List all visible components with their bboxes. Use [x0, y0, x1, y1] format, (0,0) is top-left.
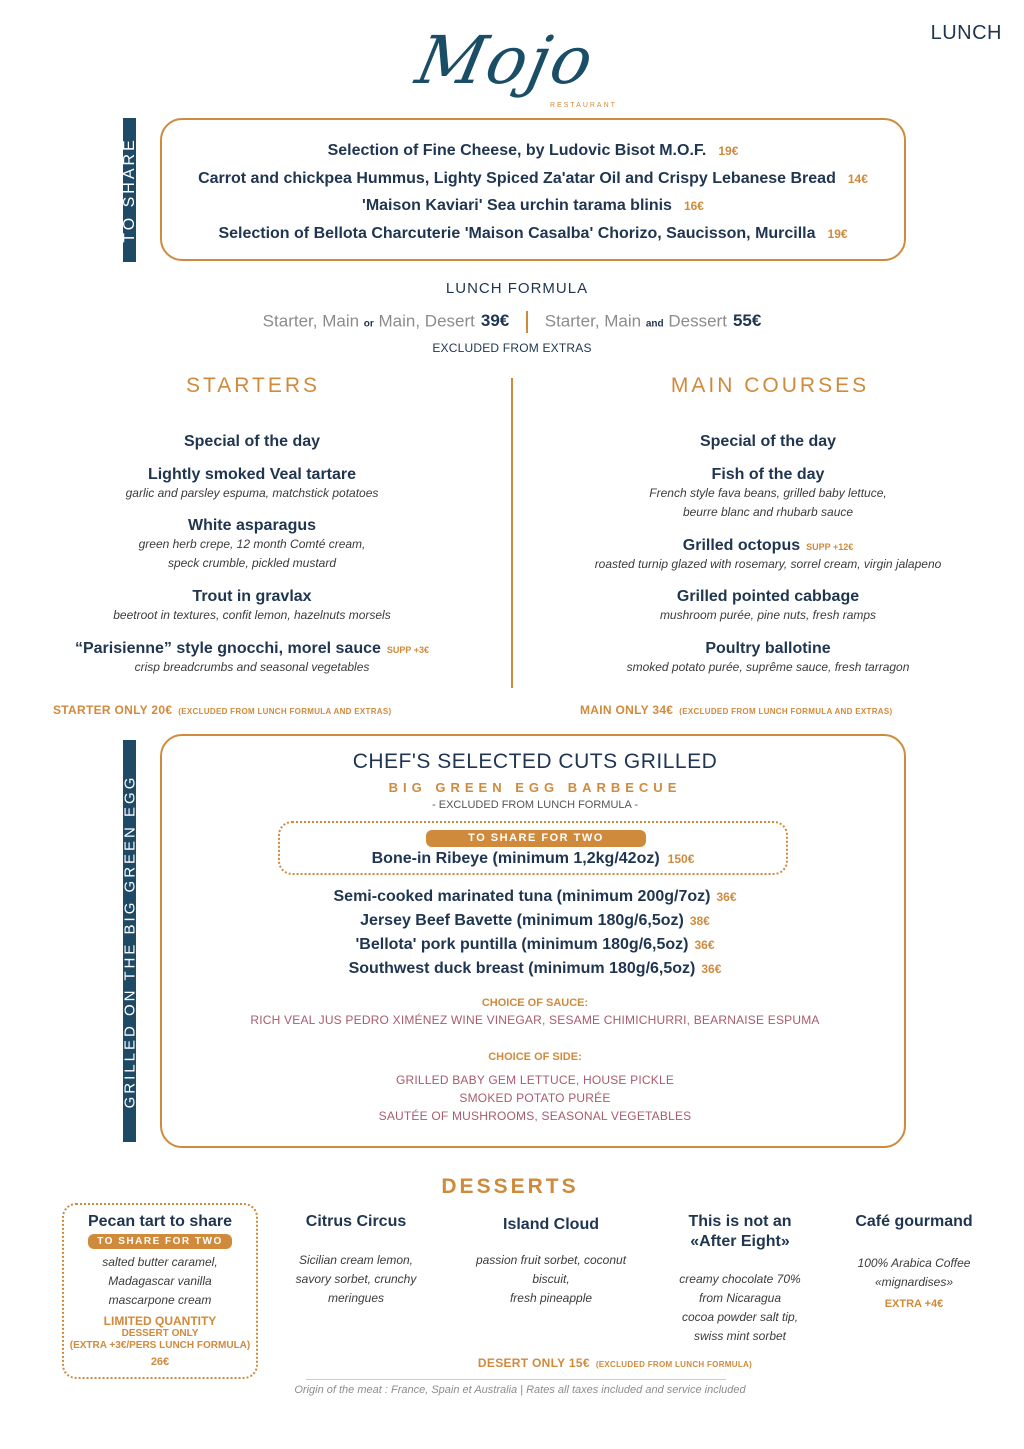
- main-item: Fish of the day French style fava beans, grilled baby lettuce, beurre blanc and rhubarb sauce: [649, 466, 887, 519]
- formula-options: Starter, Main or Main, Desert 39€ Starter, Main and Dessert 55€: [0, 311, 1024, 333]
- main-only-line: MAIN ONLY 34€ (EXCLUDED FROM LUNCH FORMULA AND EXTRAS): [580, 703, 893, 717]
- sauce-label: CHOICE OF SAUCE:: [481, 997, 589, 1009]
- grill-side-label: GRILLED ON THE BIG GREEN EGG: [123, 740, 136, 1142]
- starter-special: Special of the day: [183, 433, 321, 450]
- starters-heading: STARTERS: [185, 374, 321, 397]
- dessert-cafe: Café gourmand 100% Arabica Coffee «mignardises» EXTRA +4€: [855, 1213, 973, 1310]
- share-item: Carrot and chickpea Hummus, Lighty Spiced Za'atar Oil and Crispy Lebanese Bread 14€: [198, 170, 868, 187]
- grill-excluded-note: - EXCLUDED FROM LUNCH FORMULA -: [432, 799, 638, 811]
- main-item: Poultry ballotine smoked potato purée, suprême sauce, fresh tarragon: [626, 640, 910, 674]
- share-for-two-pill: TO SHARE FOR TWO: [426, 830, 646, 847]
- footer-note: Origin of the meat : France, Spain et Australia | Rates all taxes included and service included: [294, 1384, 746, 1396]
- side-options: GRILLED BABY GEM LETTUCE, HOUSE PICKLE SMOKED POTATO PURÉE SAUTÉE OF MUSHROOMS, SEASONAL VEGETABLES: [378, 1073, 692, 1123]
- grill-subtitle: BIG GREEN EGG BARBECUE: [388, 780, 682, 795]
- side-label: CHOICE OF SIDE:: [488, 1051, 582, 1063]
- main-special: Special of the day: [699, 433, 837, 450]
- desserts-heading: DESSERTS: [441, 1175, 579, 1198]
- mains-heading: MAIN COURSES: [670, 374, 870, 397]
- ribeye-item: Bone-in Ribeye (minimum 1,2kg/42oz) 150€: [371, 850, 695, 867]
- logo-subtitle: RESTAURANT: [550, 102, 617, 109]
- logo-text: Mojo: [409, 22, 602, 99]
- starter-item: “Parisienne” style gnocchi, morel sauce SUPP +3€ crisp breadcrumbs and seasonal vegetables: [74, 640, 430, 674]
- column-divider: [511, 378, 513, 688]
- dessert-pecan: Pecan tart to share TO SHARE FOR TWO salted butter caramel, Madagascar vanilla mascarpone cream LIMITED QUANTITY DESSERT ONLY (EXTRA +3€/PERS LUNCH FORMULA) 26€: [69, 1213, 251, 1368]
- starter-item: Lightly smoked Veal tartare garlic and parsley espuma, matchstick potatoes: [125, 466, 379, 500]
- formula-note: EXCLUDED FROM EXTRAS: [432, 341, 592, 355]
- footer-divider: [306, 1379, 726, 1380]
- to-share-side-label: TO SHARE: [123, 118, 136, 262]
- grill-cut: Semi-cooked marinated tuna (minimum 200g/7oz) 36€: [333, 888, 737, 905]
- to-share-box: [160, 118, 906, 261]
- main-item: Grilled pointed cabbage mushroom purée, pine nuts, fresh ramps: [659, 588, 877, 622]
- grill-title: CHEF'S SELECTED CUTS GRILLED: [352, 750, 718, 773]
- dessert-citrus: Citrus Circus Sicilian cream lemon, savory sorbet, crunchy meringues: [295, 1213, 417, 1305]
- sauce-options: RICH VEAL JUS PEDRO XIMÉNEZ WINE VINEGAR, SESAME CHIMICHURRI, BEARNAISE ESPUMA: [250, 1013, 820, 1027]
- share-item: Selection of Bellota Charcuterie 'Maison Casalba' Chorizo, Saucisson, Murcilla 19€: [218, 225, 848, 242]
- main-item: Grilled octopus SUPP +12€ roasted turnip glazed with rosemary, sorrel cream, virgin jalapeno: [594, 537, 942, 571]
- share-item: 'Maison Kaviari' Sea urchin tarama blinis 16€: [362, 197, 704, 214]
- lunch-tag: LUNCH: [930, 22, 1002, 44]
- starter-item: White asparagus green herb crepe, 12 month Comté cream, speck crumble, pickled mustard: [138, 517, 366, 570]
- dessert-only-line: DESERT ONLY 15€ (EXCLUDED FROM LUNCH FORMULA): [477, 1356, 753, 1370]
- share-item: Selection of Fine Cheese, by Ludovic Bisot M.O.F. 19€: [327, 142, 739, 159]
- starter-item: Trout in gravlax beetroot in textures, confit lemon, hazelnuts morsels: [113, 588, 391, 622]
- grill-cut: 'Bellota' pork puntilla (minimum 180g/6,5oz) 36€: [355, 936, 715, 953]
- dessert-after-eight: This is not an «After Eight» creamy chocolate 70% from Nicaragua cocoa powder salt tip, swiss mint sorbet: [679, 1213, 801, 1343]
- grill-cut: Jersey Beef Bavette (minimum 180g/6,5oz) 38€: [360, 912, 710, 929]
- dessert-island: Island Cloud passion fruit sorbet, coconut biscuit, fresh pineapple: [475, 1216, 627, 1305]
- formula-title: LUNCH FORMULA: [445, 280, 589, 297]
- grill-cut: Southwest duck breast (minimum 180g/6,5oz) 36€: [348, 960, 722, 977]
- restaurant-logo: [400, 18, 630, 114]
- starter-only-line: STARTER ONLY 20€ (EXCLUDED FROM LUNCH FORMULA AND EXTRAS): [53, 703, 392, 717]
- pecan-share-pill: TO SHARE FOR TWO: [88, 1234, 232, 1249]
